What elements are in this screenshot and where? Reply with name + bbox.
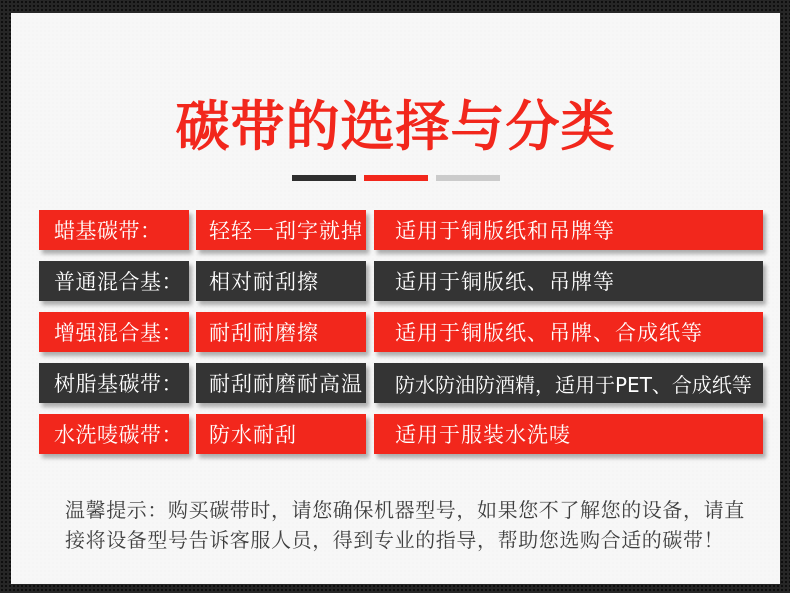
ribbon-feature-cell: 耐刮耐磨擦 (196, 312, 366, 352)
table-row-wax (39, 210, 763, 250)
tip-line-2: 接将设备型号告诉客服人员，得到专业的指导，帮助您选购合适的碳带！ (65, 528, 725, 552)
ribbon-feature-cell: 轻轻一刮字就掉 (196, 210, 366, 250)
divider-bar-dark (292, 175, 356, 181)
ribbon-type-cell: 树脂基碳带： (39, 363, 189, 403)
ribbon-feature-cell: 防水耐刮 (196, 414, 366, 454)
ribbon-type-cell: 水洗唛碳带： (39, 414, 189, 454)
table-row-wash-label (39, 414, 763, 454)
page-title: 碳带的选择与分类 (175, 95, 616, 158)
ribbon-type-cell: 增强混合基： (39, 312, 189, 352)
ribbon-classification-table (39, 210, 763, 454)
divider-bar-gray (436, 175, 500, 181)
content-panel (11, 13, 780, 584)
ribbon-usage-cell: 适用于服装水洗唛 (374, 414, 763, 454)
table-row-resin (39, 363, 763, 403)
ribbon-usage-cell: 适用于铜版纸和吊牌等 (374, 210, 763, 250)
ribbon-feature-cell: 相对耐刮擦 (196, 261, 366, 301)
ribbon-type-cell: 蜡基碳带： (39, 210, 189, 250)
ribbon-feature-cell: 耐刮耐磨耐高温 (196, 363, 366, 403)
divider-bar-red (364, 175, 428, 181)
ribbon-type-cell: 普通混合基： (39, 261, 189, 301)
ribbon-usage-cell: 适用于铜版纸、吊牌、合成纸等 (374, 312, 763, 352)
ribbon-usage-cell: 防水防油防酒精，适用于PET、合成纸等 (374, 363, 763, 403)
table-row-mixed (39, 261, 763, 301)
tip-line-1: 温馨提示：购买碳带时，请您确保机器型号，如果您不了解您的设备，请直 (65, 498, 745, 522)
warm-tip-text (65, 495, 752, 555)
table-row-enhanced-mixed (39, 312, 763, 352)
title-divider (11, 175, 780, 181)
ribbon-usage-cell: 适用于铜版纸、吊牌等 (374, 261, 763, 301)
